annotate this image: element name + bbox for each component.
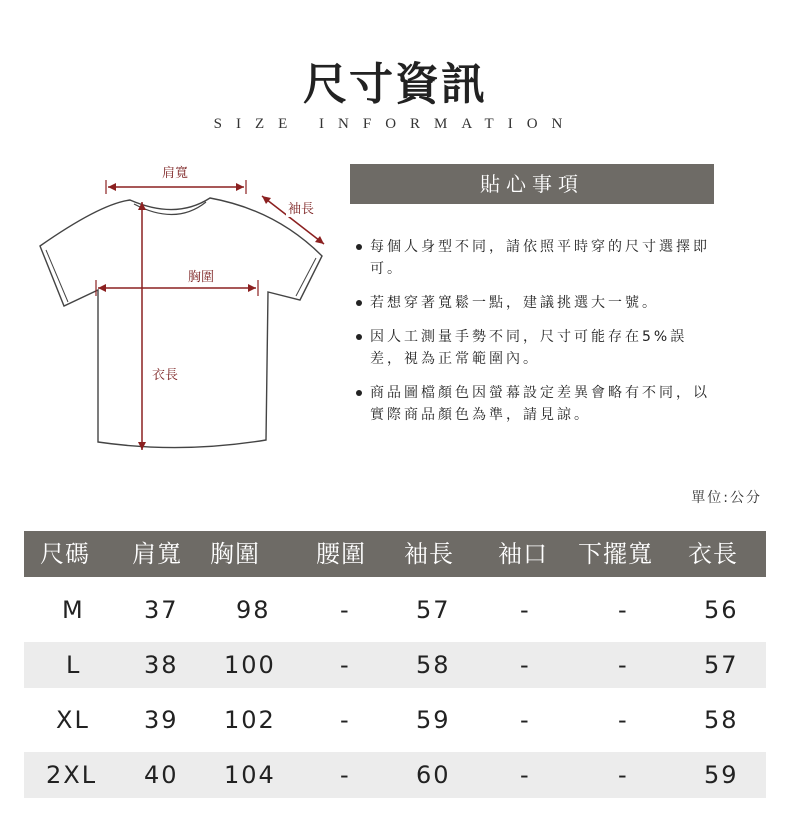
table-row <box>24 642 766 688</box>
table-cell: - <box>520 706 531 734</box>
table-row <box>24 697 766 743</box>
table-cell: 59 <box>416 706 451 734</box>
tip-item: 商品圖檔顏色因螢幕設定差異會略有不同，以實際商品顏色為準，請見諒。 <box>354 382 714 426</box>
table-cell: - <box>618 596 629 624</box>
table-cell: - <box>340 761 351 789</box>
table-cell: 56 <box>704 596 739 624</box>
chest-label: 胸圍 <box>186 266 216 285</box>
tshirt-diagram <box>30 160 340 460</box>
table-cell: 37 <box>144 596 179 624</box>
header-cell: 袖長 <box>404 540 454 568</box>
page-subtitle: SIZE INFORMATION <box>213 116 577 132</box>
tips-header: 貼心事項 <box>350 164 714 204</box>
table-cell: L <box>66 651 82 679</box>
sleeve-label: 袖長 <box>286 198 316 217</box>
table-cell: 40 <box>144 761 179 789</box>
table-cell: M <box>62 596 85 624</box>
table-row <box>24 752 766 798</box>
table-cell: 57 <box>704 651 739 679</box>
table-cell: 104 <box>224 761 276 789</box>
table-cell: - <box>340 596 351 624</box>
table-cell: XL <box>56 706 90 734</box>
table-cell: 2XL <box>46 761 98 789</box>
header-cell: 袖口 <box>498 540 548 568</box>
table-cell: - <box>618 651 629 679</box>
page-title: 尺寸資訊 <box>303 59 487 110</box>
shoulder-label: 肩寬 <box>160 162 190 181</box>
table-cell: 58 <box>704 706 739 734</box>
header-cell: 衣長 <box>688 540 738 568</box>
unit-label: 單位:公分 <box>691 490 762 506</box>
table-cell: 60 <box>416 761 451 789</box>
table-cell: - <box>520 651 531 679</box>
tips-list <box>354 236 714 438</box>
table-cell: - <box>520 761 531 789</box>
header-cell: 尺碼 <box>40 540 90 568</box>
header-cell: 下擺寬 <box>578 540 653 568</box>
table-cell: - <box>618 706 629 734</box>
table-cell: - <box>340 651 351 679</box>
table-cell: 102 <box>224 706 276 734</box>
table-cell: 100 <box>224 651 276 679</box>
table-cell: 39 <box>144 706 179 734</box>
tip-item: 每個人身型不同，請依照平時穿的尺寸選擇即可。 <box>354 236 714 280</box>
length-label: 衣長 <box>150 364 180 383</box>
table-cell: 59 <box>704 761 739 789</box>
size-table-header <box>24 531 766 577</box>
header-cell: 胸圍 <box>210 540 260 568</box>
header-cell: 肩寬 <box>132 540 182 568</box>
table-cell: 98 <box>236 596 271 624</box>
table-cell: - <box>618 761 629 789</box>
table-row <box>24 587 766 633</box>
tip-item: 若想穿著寬鬆一點，建議挑選大一號。 <box>354 292 714 314</box>
header-cell: 腰圍 <box>316 540 366 568</box>
table-cell: 57 <box>416 596 451 624</box>
table-cell: - <box>520 596 531 624</box>
table-cell: 38 <box>144 651 179 679</box>
tip-item: 因人工測量手勢不同，尺寸可能存在5%誤差，視為正常範圍內。 <box>354 326 714 370</box>
table-cell: 58 <box>416 651 451 679</box>
table-cell: - <box>340 706 351 734</box>
